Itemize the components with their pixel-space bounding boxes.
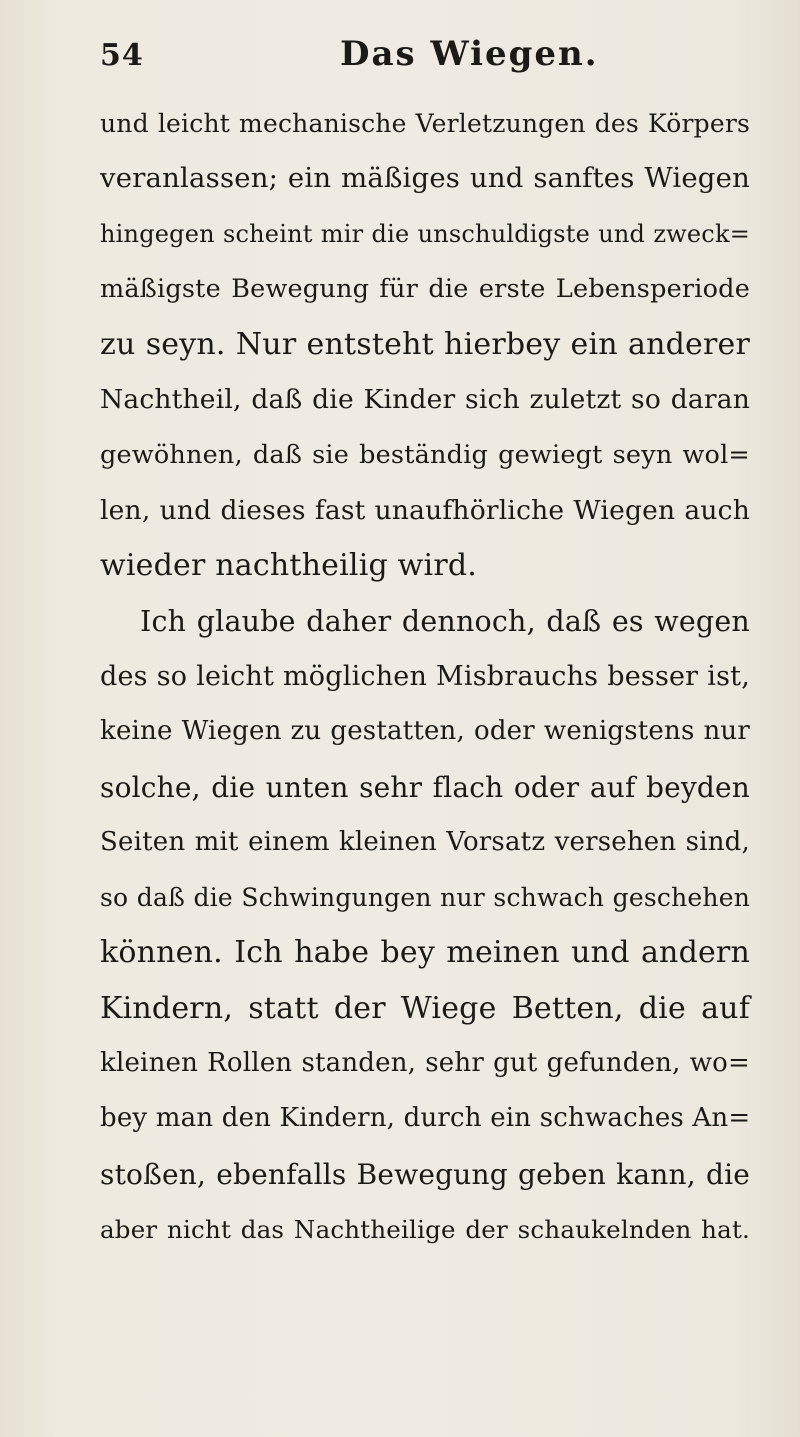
- text-line: gewöhnen, daß sie beständig gewiegt seyn wol=: [100, 439, 750, 470]
- text-line: und leicht mechanische Verletzungen des Körpers: [100, 109, 750, 138]
- text-line: Seiten mit einem kleinen Vorsatz versehen sind,: [100, 826, 750, 857]
- text-line: bey man den Kindern, durch ein schwaches An=: [100, 1103, 751, 1134]
- text-line: hingegen scheint mir die unschuldigste und zweck=: [100, 219, 750, 248]
- text-line: veranlassen; ein mäßiges und sanftes Wiegen: [100, 162, 750, 195]
- body-text: [100, 96, 750, 1257]
- text-line: wieder nachtheilig wird.: [100, 548, 478, 584]
- text-line: aber nicht das Nachtheilige der schaukelnden hat.: [100, 1214, 750, 1244]
- page-header: [100, 32, 740, 82]
- text-line: können. Ich habe bey meinen und andern: [100, 935, 750, 971]
- text-line: des so leicht möglichen Misbrauchs besser ist,: [100, 660, 750, 692]
- text-line: Nachtheil, daß die Kinder sich zuletzt so daran: [100, 384, 750, 416]
- text-line: zu seyn. Nur entsteht hierbey ein anderer: [100, 327, 750, 363]
- text-line: Ich glaube daher dennoch, daß es wegen: [140, 604, 750, 638]
- text-line: Kindern, statt der Wiege Betten, die auf: [100, 990, 750, 1026]
- running-title: Das Wiegen.: [340, 34, 599, 74]
- text-line: keine Wiegen zu gestatten, oder wenigstens nur: [100, 716, 750, 747]
- text-line: stoßen, ebenfalls Bewegung geben kann, die: [100, 1157, 750, 1191]
- text-line: so daß die Schwingungen nur schwach geschehen: [100, 883, 750, 913]
- text-line: kleinen Rollen standen, sehr gut gefunden, wo=: [100, 1048, 750, 1079]
- text-line: len, und dieses fast unaufhörliche Wiegen auch: [100, 495, 750, 527]
- text-line: solche, die unten sehr flach oder auf beyden: [100, 770, 750, 804]
- text-line: mäßigste Bewegung für die erste Lebensperiode: [100, 273, 750, 304]
- page-number: 54: [100, 38, 144, 73]
